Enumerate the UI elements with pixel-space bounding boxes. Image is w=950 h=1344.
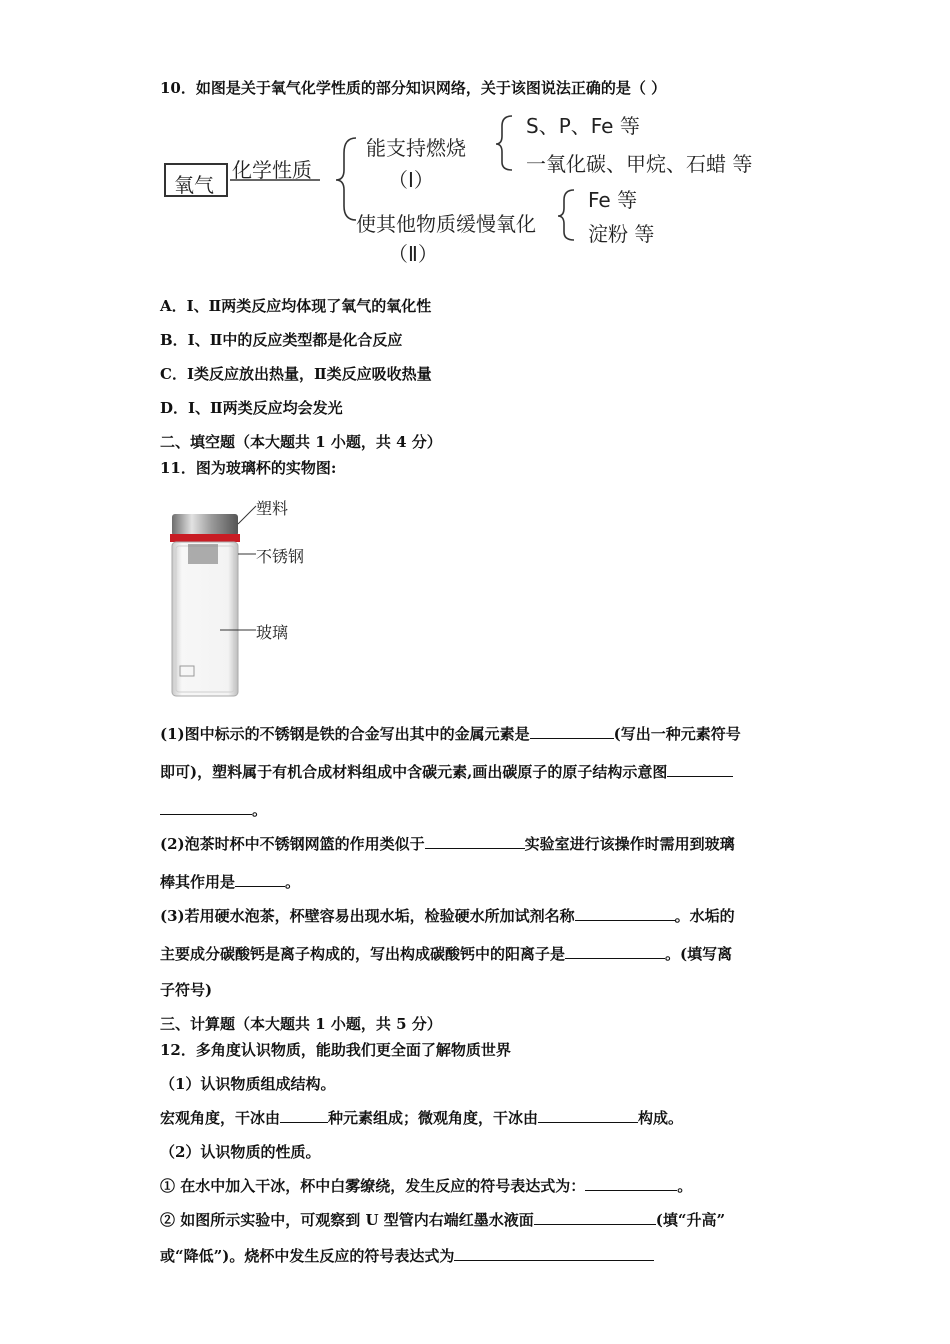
q12-s22-text-b: (填“升高” [655, 1211, 726, 1229]
section3-heading: 三、计算题（本大题共 1 小题，共 5 分） [160, 1015, 442, 1033]
q11-p2-text-c: 棒其作用是 [160, 873, 236, 891]
q11-p1-text-c: 即可)，塑料属于有机合成材料组成中含碳元素,画出碳原子的原子结构示意图 [160, 763, 668, 781]
branch1-label: 能支持燃烧 [366, 136, 466, 160]
q12-sub2-item1 [160, 1176, 692, 1196]
q11-blank-atom-a[interactable] [667, 763, 733, 777]
q12-sub2: （2）认识物质的性质。 [160, 1143, 321, 1161]
q11-p3-text-c: 主要成分碳酸钙是离子构成的，写出构成碳酸钙中的阳离子是 [160, 945, 566, 963]
q10-stem: 10．如图是关于氧气化学性质的部分知识网络，关于该图说法正确的是（ ） [160, 79, 667, 97]
q12-sub2-item2-line2 [160, 1246, 654, 1266]
q11-p3-text-b: 。水垢的 [674, 907, 735, 925]
q11-part3-line3: 子符号) [160, 981, 213, 999]
q12-s21-text-a: ① 在水中加入干冰，杯中白雾缭绕，发生反应的符号表达式为： [160, 1177, 586, 1195]
q11-part2-line1 [160, 834, 735, 854]
q11-part1-line3 [160, 800, 267, 820]
label-plastic: 塑料 [256, 499, 289, 518]
q11-p3-text-d: 。(填写离 [665, 945, 733, 963]
branch2-label: 使其他物质缓慢氧化 [356, 212, 536, 236]
property-label: 化学性质 [232, 158, 312, 182]
branch2-item2: 淀粉 等 [588, 222, 655, 246]
q12-s1-text-a: 宏观角度，干冰由 [160, 1109, 281, 1127]
q11-part1-line1 [160, 724, 741, 744]
q11-p2-text-a: (2)泡茶时杯中不锈钢网篮的作用类似于 [160, 835, 425, 853]
q11-part1-line2 [160, 762, 733, 782]
branch1-item1: S、P、Fe 等 [526, 114, 640, 138]
q11-blank-atom-b[interactable] [160, 801, 252, 815]
q12-blank-elements[interactable] [280, 1109, 328, 1123]
cup-illustration [160, 496, 360, 706]
q11-blank-reagent[interactable] [575, 907, 675, 921]
q12-stem: 12．多角度认识物质，能助我们更全面了解物质世界 [160, 1041, 511, 1059]
label-glass: 玻璃 [256, 623, 289, 642]
q10-option-b: B．Ⅰ、Ⅱ中的反应类型都是化合反应 [160, 331, 403, 349]
q10-option-c: C．Ⅰ类反应放出热量，Ⅱ类反应吸收热量 [160, 365, 432, 383]
q11-blank-cation[interactable] [565, 945, 665, 959]
q12-sub2-item2-line1 [160, 1210, 725, 1230]
q11-p3-text-a: (3)若用硬水泡茶，杯壁容易出现水垢，检验硬水所加试剂名称 [160, 907, 575, 925]
q11-p1-text-d: 。 [252, 801, 268, 819]
glass-cup-figure [160, 496, 360, 706]
q10-option-d: D．Ⅰ、Ⅱ两类反应均会发光 [160, 399, 343, 417]
q12-s21-text-b: 。 [677, 1177, 693, 1195]
q12-s1-text-b: 种元素组成；微观角度，干冰由 [328, 1109, 539, 1127]
q12-s22-text-c: 或“降低”)。烧杯中发生反应的符号表达式为 [160, 1247, 455, 1265]
q12-s22-text-a: ② 如图所示实验中，可观察到 U 型管内右端红墨水液面 [160, 1211, 534, 1229]
q12-blank-equation2[interactable] [454, 1247, 654, 1261]
section2-heading: 二、填空题（本大题共 1 小题，共 4 分） [160, 433, 442, 451]
q12-s1-text-c: 构成。 [638, 1109, 684, 1127]
branch1-number: （Ⅰ） [388, 168, 434, 192]
oxygen-label: 氧气 [174, 173, 214, 197]
oxygen-knowledge-diagram [160, 108, 800, 268]
q11-p2-text-d: 。 [285, 873, 301, 891]
q11-p1-text-a: (1)图中标示的不锈钢是铁的合金写出其中的金属元素是 [160, 725, 530, 743]
q11-stem: 11．图为玻璃杯的实物图: [160, 459, 337, 477]
q12-sub1-line [160, 1108, 683, 1128]
branch2-number: （Ⅱ） [388, 242, 438, 266]
label-steel: 不锈钢 [256, 547, 305, 566]
q11-part2-line2 [160, 872, 300, 892]
diagram-lines [160, 108, 800, 268]
q10-option-a: A．Ⅰ、Ⅱ两类反应均体现了氧气的氧化性 [160, 297, 432, 315]
q11-blank-operation[interactable] [425, 835, 525, 849]
branch2-item1: Fe 等 [588, 188, 638, 212]
q11-blank-metal[interactable] [530, 725, 614, 739]
q12-blank-equation1[interactable] [585, 1177, 677, 1191]
q11-p2-text-b: 实验室进行该操作时需用到玻璃 [524, 835, 735, 853]
q11-blank-rod[interactable] [235, 873, 285, 887]
q11-p1-text-b: (写出一种元素符号 [613, 725, 741, 743]
q12-blank-level[interactable] [534, 1211, 656, 1225]
q12-sub1: （1）认识物质组成结构。 [160, 1075, 336, 1093]
q11-part3-line1 [160, 906, 735, 926]
branch1-item2: 一氧化碳、甲烷、石蜡 等 [526, 152, 753, 176]
q12-blank-particles[interactable] [538, 1109, 638, 1123]
q11-part3-line2 [160, 944, 732, 964]
